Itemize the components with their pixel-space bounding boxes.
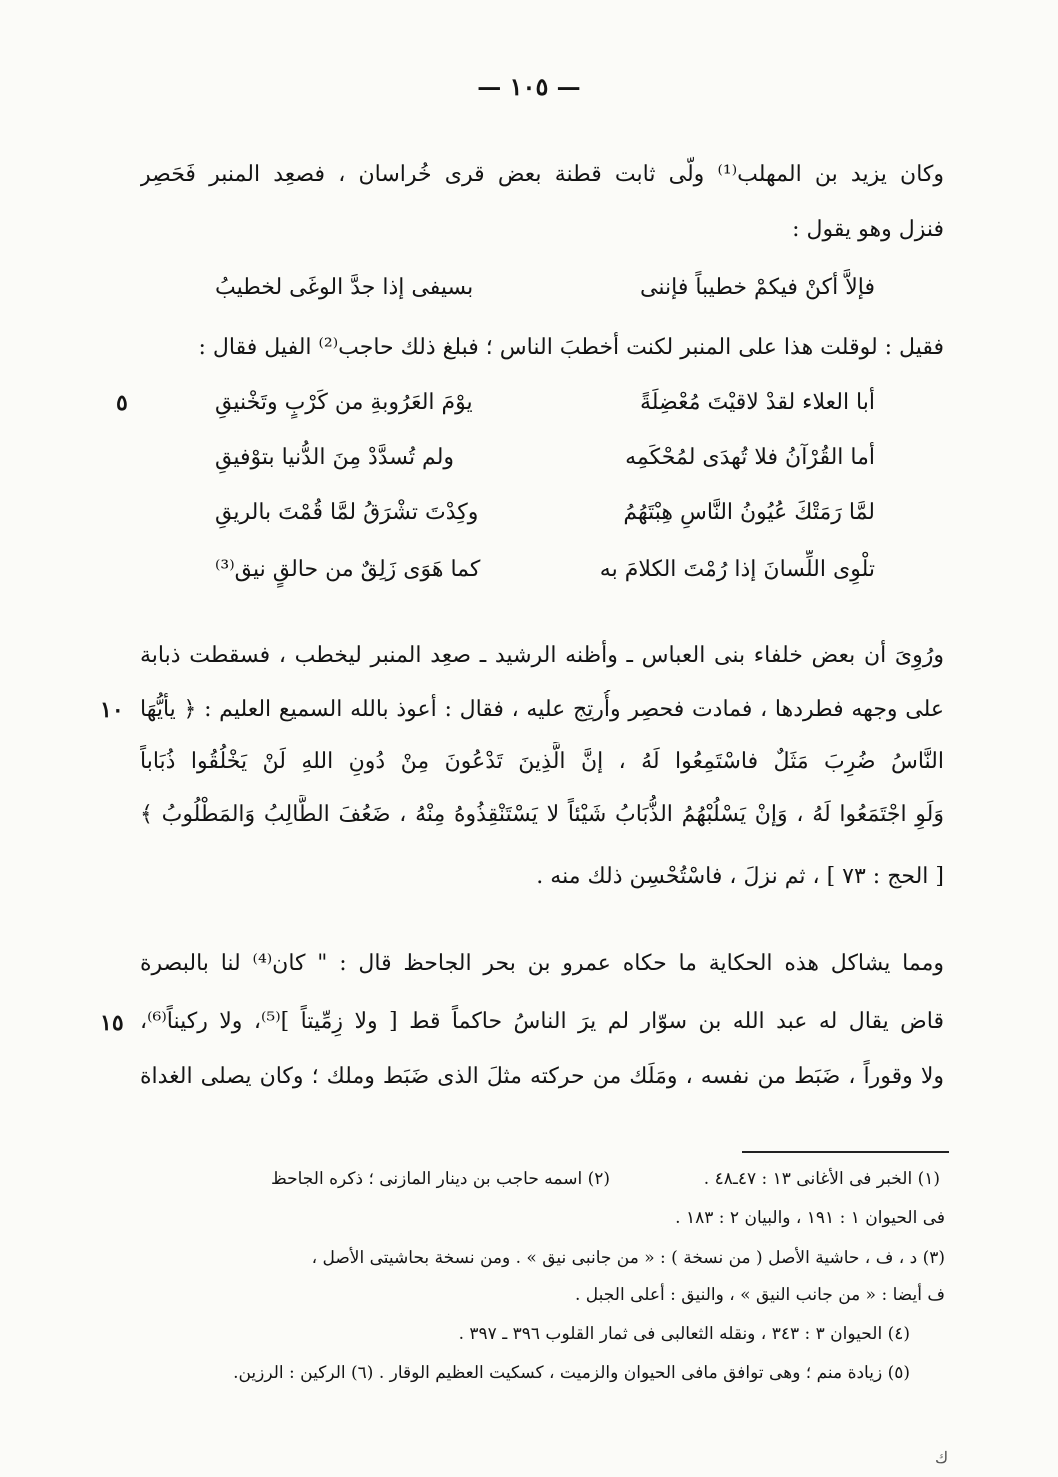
text-line: ورُوِىَ أن بعض خلفاء بنى العباس ـ وأظنه الرشيد ـ صعِد المنبر ليخطب ، فسقطت ذبابة [140, 643, 944, 668]
text-line: فنزل وهو يقول : [792, 217, 944, 242]
text-line: فقيل : لوقلت هذا على المنبر لكنت أخطبَ الناس ؛ فبلغ ذلك حاجب⁽²⁾ الفيل فقال : [198, 335, 944, 360]
footnote: ف أيضا : « من جانب النيق » ، والنيق : أعلى الجبل . [575, 1285, 945, 1305]
line-number-15: ١٥ [100, 1010, 124, 1036]
text-line: ولا وقوراً ، ضَبَط من نفسه ، ومَلَك من حركته مثلَ الذى ضَبَط وملك ؛ وكان يصلى الغداة [140, 1064, 944, 1089]
footnote: (٤) الحيوان ٣ : ٣٤٣ ، ونقله الثعالبى فى ثمار القلوب ٣٩٦ ـ ٣٩٧ . [458, 1324, 910, 1344]
verse-hemistich-right: أما القُرْآنُ فلا تُهدَى لمُحْكَمِه [625, 445, 875, 470]
page-number: — ١٠٥ — [477, 72, 581, 101]
verse-hemistich-right: أبا العلاء لقدْ لاقيْتَ مُعْضِلَةً [639, 390, 875, 415]
footnote-separator [742, 1151, 949, 1153]
text-line: وكان يزيد بن المهلب⁽¹⁾ ولّى ثابت قطنة بعض قرى خُراسان ، فصعِد المنبر فَحَصِر [140, 162, 944, 187]
verse-hemistich-left: بسيفى إذا جدَّ الوغَى لخطيبُ [215, 275, 474, 300]
footnote: (٢) اسمه حاجب بن دينار المازنى ؛ ذكره الجاحظ [270, 1169, 610, 1189]
text-line: [ الحج : ٧٣ ] ، ثم نزلَ ، فاسْتُحْسِن ذلك منه . [536, 864, 944, 889]
verse-hemistich-right: فإلاَّ أكنْ فيكمْ خطيباً فإننى [640, 275, 875, 300]
verse-hemistich-right: لمَّا رَمَتْكَ عُيُونُ النَّاسِ هِبْتَهُمُ [623, 500, 875, 525]
footnote: (١) الخبر فى الأغانى ١٣ : ٤٧ـ٤٨ . [703, 1169, 940, 1189]
verse-hemistich-left: يوْمَ العَرُوبةِ من كَرْبٍ وتَخْنيقِ [215, 390, 473, 415]
text-line: النَّاسُ ضُرِبَ مَثَلٌ فاسْتَمِعُوا لَهُ ، إنَّ الَّذِينَ تَدْعُونَ مِنْ دُونِ اللهِ لَنْ يَخْلُقُوا ذُبَاباً [140, 749, 944, 774]
footnote: (٥) زيادة منم ؛ وهى توافق مافى الحيوان والزميت ، كسكيت العظيم الوقار . (٦) الركين : الرزين. [233, 1363, 910, 1383]
text-line: قاض يقال له عبد الله بن سوّار لم يرَ الناسُ حاكماً قط [ ولا زِمِّيتاً ]⁽⁵⁾، ولا ركيناً⁽⁶⁾، [140, 1009, 944, 1034]
footnote: فى الحيوان ١ : ١٩١ ، والبيان ٢ : ١٨٣ . [675, 1208, 945, 1228]
text-line: على وجهه فطردها ، فمادت فحصِر وأُرتِج عليه ، فقال : أعوذ بالله السميع العليم : ﴿ يأيُّهَا [140, 697, 944, 722]
line-number-10: ١٠ [100, 697, 124, 723]
line-number-5: ٥ [116, 390, 128, 416]
corner-mark: ﻙ [935, 1448, 949, 1467]
text-line: ومما يشاكل هذه الحكاية ما حكاه عمرو بن بحر الجاحظ قال : " كان⁽⁴⁾ لنا بالبصرة [140, 951, 944, 976]
footnote: (٣) د ، ف ، حاشية الأصل ( من نسخة ) : « من جانبى نيق » . ومن نسخة بحاشيتى الأصل ، [311, 1248, 945, 1268]
verse-hemistich-right: تلْوِى اللِّسانَ إذا رُمْتَ الكلامَ به [599, 557, 875, 582]
text-line: وَلَوِ اجْتَمَعُوا لَهُ ، وَإنْ يَسْلُبْهُمُ الذُّبَابُ شَيْئاً لا يَسْتَنْقِذُوهُ مِنْهُ ، ضَعُفَ الطَّالِبُ وَالمَطْلُوبُ ﴾ [140, 802, 944, 827]
verse-hemistich-left: وكِدْتَ تشْرَقُ لمَّا قُمْتَ بالريقِ [215, 500, 479, 525]
verse-hemistich-left: كما هَوَى زَلِقٌ من حالقٍ نيق⁽³⁾ [215, 557, 481, 582]
verse-hemistich-left: ولم تُسدَّدْ مِنَ الدُّنيا بتوْفيقِ [215, 445, 455, 470]
